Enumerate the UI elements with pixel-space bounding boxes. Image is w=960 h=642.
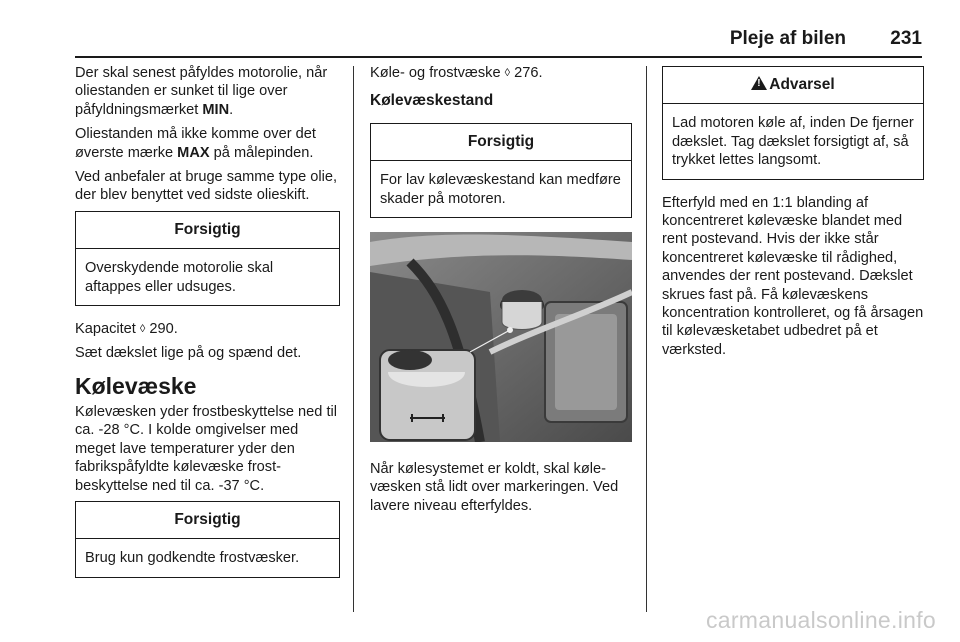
cap-paragraph: Sæt dækslet lige på og spænd det. bbox=[75, 345, 302, 362]
caution-title: Forsigtig bbox=[76, 502, 339, 539]
coolant-heading: Kølevæske bbox=[75, 372, 197, 399]
engine-bay-photo bbox=[370, 232, 632, 442]
column-1 bbox=[75, 64, 340, 592]
column-2 bbox=[370, 64, 632, 521]
max-mark: MAX bbox=[177, 144, 210, 161]
coolant-paragraph: Kølevæsken yder frostbeskyttelse ned til ca. -28 °C. I kolde omgivelser med meget lave temperaturer yder den fabrikspåfyldte kølevæske frostbeskyttelse ned til ca. -37 °C. bbox=[75, 403, 337, 494]
caution-box-oil bbox=[75, 211, 340, 306]
column-3 bbox=[662, 64, 924, 365]
refill-paragraph: Efterfyld med en 1:1 blanding af koncentreret kølevæske blandet med rent postevand. Hvis der ikke står koncentreret kølevæske til rådighed, anvendes der rent postevand. Dækslet skrues fast på. Få kølevæskens koncentration kontrolleret, og få årsagen til kølevæsketabet udbedret på et værksted. bbox=[662, 194, 924, 358]
warning-box bbox=[662, 66, 924, 180]
caution-body: For lav kølevæskestand kan medføre skader på motoren. bbox=[380, 172, 621, 207]
oil-type-paragraph: Ved anbefaler at bruge samme type olie, der blev benyttet ved sidste olieskift. bbox=[75, 169, 338, 204]
warning-title: Advarsel bbox=[769, 76, 835, 93]
page-header bbox=[75, 24, 922, 54]
min-mark: MIN bbox=[202, 101, 230, 118]
caution-box-antifreeze bbox=[75, 501, 340, 578]
section-title: Pleje af bilen bbox=[729, 28, 846, 49]
warning-title-row bbox=[663, 67, 923, 104]
coolant-level-heading: Kølevæskestand bbox=[370, 92, 494, 110]
warning-body: Lad motoren køle af, inden De fjerner dækslet. Tag dækslet forsigtigt af, så trykket lettes langsomt. bbox=[672, 115, 914, 169]
page-ref-icon: ◊ bbox=[504, 67, 511, 79]
header-rule bbox=[75, 56, 922, 58]
caution-title: Forsigtig bbox=[371, 124, 631, 161]
warning-triangle-icon bbox=[751, 76, 767, 90]
engine-bay-illustration bbox=[370, 232, 632, 442]
page-ref-icon: ◊ bbox=[139, 323, 146, 336]
oil-max-paragraph: Oliestanden må ikke komme over det øverste mærke MAX på målepinden. bbox=[75, 126, 316, 161]
caution-body: Overskydende motorolie skal aftappes eller udsuges. bbox=[85, 260, 274, 295]
caution-body: Brug kun godkendte frostvæsker. bbox=[85, 550, 300, 567]
page-number: 231 bbox=[890, 28, 922, 49]
capacity-link[interactable]: 290. bbox=[145, 321, 178, 338]
column-divider-1 bbox=[353, 66, 354, 612]
watermark: carmanualsonline.info bbox=[705, 607, 936, 633]
column-divider-2 bbox=[646, 66, 647, 612]
caution-box-coolant-level bbox=[370, 123, 632, 218]
coolant-reference: Køle- og frostvæske ◊ 276. bbox=[370, 65, 543, 81]
cold-system-paragraph: Når kølesystemet er koldt, skal kølevæsken stå lidt over markeringen. Ved lavere niveau efterfyldes. bbox=[370, 461, 619, 514]
oil-fill-paragraph: Der skal senest påfyldes motorolie, når oliestanden er sunket til lige over påfyldningsmærket MIN. bbox=[75, 65, 328, 118]
caution-title: Forsigtig bbox=[76, 212, 339, 249]
capacity-reference: Kapacitet ◊ 290. bbox=[75, 321, 178, 338]
coolant-link[interactable]: 276. bbox=[510, 65, 543, 81]
